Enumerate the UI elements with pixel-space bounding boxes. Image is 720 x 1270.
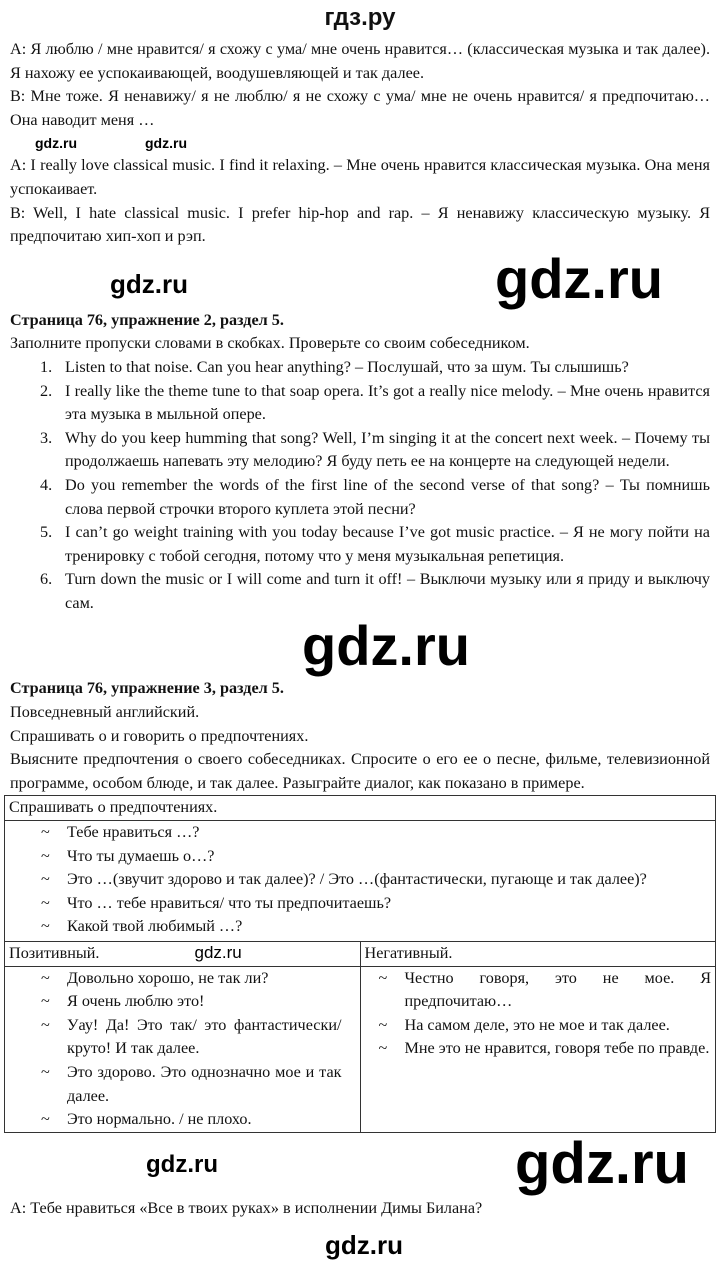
phrase-text: Довольно хорошо, не так ли? [67,968,269,987]
tilde-bullet-icon: ~ [41,870,50,889]
phrase-item [9,915,711,939]
site-title: гдз.ру [324,4,396,31]
exercise-instruction: Заполните пропуски словами в скобках. Проверьте со своим собеседником. [10,334,530,353]
ask-header: Спрашивать о предпочтениях. [5,796,716,821]
positive-list [9,967,342,1132]
exercise-line: Выясните предпочтения о своего собеседниках. Спросите о его ее о песне, фильме, телевизионной программе, особом блюде, и так далее. Разыграйте диалог, как показано в примере. [10,750,710,792]
phrase-text: Честно говоря, это не мое. Я предпочитаю… [404,968,711,1011]
item-text: Listen to that noise. Can you hear anything? – Послушай, что за шум. Ты слышишь? [65,357,629,376]
phrase-item [365,1037,712,1061]
phrase-item [365,1014,712,1038]
exercise-2 [10,309,710,616]
item-number: 1. [40,357,53,376]
phrase-item [9,892,711,916]
tilde-bullet-icon: ~ [378,1039,388,1058]
item-number: 6. [40,570,53,589]
item-text: Do you remember the words of the first line of the second verse of that song? – Ты помнишь слова первой строчки второго куплета этой песни? [65,475,710,518]
list-item [10,380,710,427]
item-text: I can’t go weight training with you today because I’ve got music practice. – Я не могу пойти на тренировку с тобой сегодня, потому что у меня музыкальная репетиция. [65,523,710,565]
ask-list [9,821,711,939]
tilde-bullet-icon: ~ [41,1110,50,1129]
watermark: gdz.ru [302,614,470,678]
dialog-example [10,154,710,248]
item-text: Turn down the music or I will come and turn it off! – Выключи музыку или я приду и выключу сам. [65,570,710,612]
tilde-bullet-icon: ~ [378,1015,388,1034]
tilde-bullet-icon: ~ [41,846,50,865]
phrase-text: На самом деле, это не мое и так далее. [404,1015,670,1034]
list-item [10,568,710,615]
phrase-text: Я очень люблю это! [67,992,205,1011]
item-number: 3. [40,428,53,447]
item-text: I really like the theme tune to that soap opera. It’s got a really nice melody. – Мне очень нравится эта музыка в мыльной опере. [65,381,710,424]
list-item [10,521,710,568]
phrase-item [9,868,711,892]
phrase-item [9,845,711,869]
dialog-template [10,38,710,132]
list-item [10,356,710,380]
watermark-row [0,1130,720,1197]
exercise-line: Повседневный английский. [10,703,200,722]
watermark: gdz.ru [325,1230,403,1261]
phrase-text: Это …(звучит здорово и так далее)? / Это …(фантастически, пугающе и так далее)? [67,870,647,889]
watermark-row [0,132,720,154]
item-text: Why do you keep humming that song? Well, I’m singing it at the concert next week. – Почему ты продолжаешь напевать эту мелодию? Я буду петь ее на концерте на следующей недели. [65,428,710,471]
phrases-table [4,795,716,1132]
phrase-text: Какой твой любимый …? [67,917,243,936]
phrase-item [9,1061,342,1108]
phrase-item [9,967,342,991]
phrase-text: Что … тебе нравиться/ что ты предпочитаешь? [67,893,392,912]
item-number: 2. [40,381,53,400]
positive-header-cell [5,942,361,967]
phrase-text: Тебе нравиться …? [67,823,200,842]
positive-header: Позитивный. [9,944,100,962]
watermark: gdz.ru [146,1150,218,1178]
watermark: gdz.ru [145,135,187,152]
watermark: gdz.ru [515,1130,689,1196]
phrase-text: Уау! Да! Это так/ это фантастически/ круто! И так далее. [67,1015,342,1058]
watermark-row [0,615,720,677]
phrase-item [9,990,342,1014]
tilde-bullet-icon: ~ [41,992,50,1011]
negative-header: Негативный. [360,942,716,967]
tilde-bullet-icon: ~ [41,1015,50,1034]
dialog-line-a: A: I really love classical music. I find it relaxing. – Мне очень нравится классическая музыка. Она меня успокаивает. [10,156,710,198]
phrase-item [9,821,711,845]
phrase-text: Мне это не нравится, говоря тебе по правде. [404,1039,710,1058]
phrase-text: Что ты думаешь о…? [67,846,215,865]
exercise-list [10,356,710,616]
watermark: gdz.ru [110,268,188,299]
dialog-line-b: B: Well, I hate classical music. I prefer hip-hop and rap. – Я ненавижу классическую музыку. Я предпочитаю хип-хоп и рэп. [10,203,710,246]
phrase-item [9,1014,342,1061]
exercise-line: Спрашивать о и говорить о предпочтениях. [10,726,309,745]
watermark: gdz.ru [495,246,663,310]
watermark-row [0,246,720,310]
final-line: А: Тебе нравиться «Все в твоих руках» в исполнении Димы Билана? [10,1198,483,1217]
watermark: gdz.ru [194,943,242,962]
exercise-heading: Страница 76, упражнение 3, раздел 5. [10,679,284,698]
negative-list [365,967,712,1061]
tilde-bullet-icon: ~ [41,917,50,936]
phrase-text: Это нормально. / не плохо. [67,1110,252,1129]
tilde-bullet-icon: ~ [41,968,50,987]
tilde-bullet-icon: ~ [378,968,388,987]
tilde-bullet-icon: ~ [41,823,50,842]
dialog-line-a: А: Я люблю / мне нравится/ я схожу с ума/ мне очень нравится… (классическая музыка и так далее). Я нахожу ее успокаивающей, воодушевляющей и так далее. [10,40,710,82]
tilde-bullet-icon: ~ [41,1062,50,1081]
exercise-3 [10,677,710,795]
watermark: gdz.ru [35,135,77,152]
list-item [10,427,710,474]
exercise-heading: Страница 76, упражнение 2, раздел 5. [10,310,284,329]
watermark-row [0,1220,720,1264]
phrase-text: Это здорово. Это однозначно мое и так далее. [67,1062,342,1105]
dialog-line-b: В: Мне тоже. Я ненавижу/ я не люблю/ я не схожу с ума/ мне не очень нравится/ я предпочитаю… Она наводит меня … [10,87,710,129]
phrase-item [9,1108,342,1132]
phrase-item [365,967,712,1014]
item-number: 5. [40,523,53,542]
item-number: 4. [40,475,53,494]
tilde-bullet-icon: ~ [41,893,50,912]
list-item [10,474,710,521]
